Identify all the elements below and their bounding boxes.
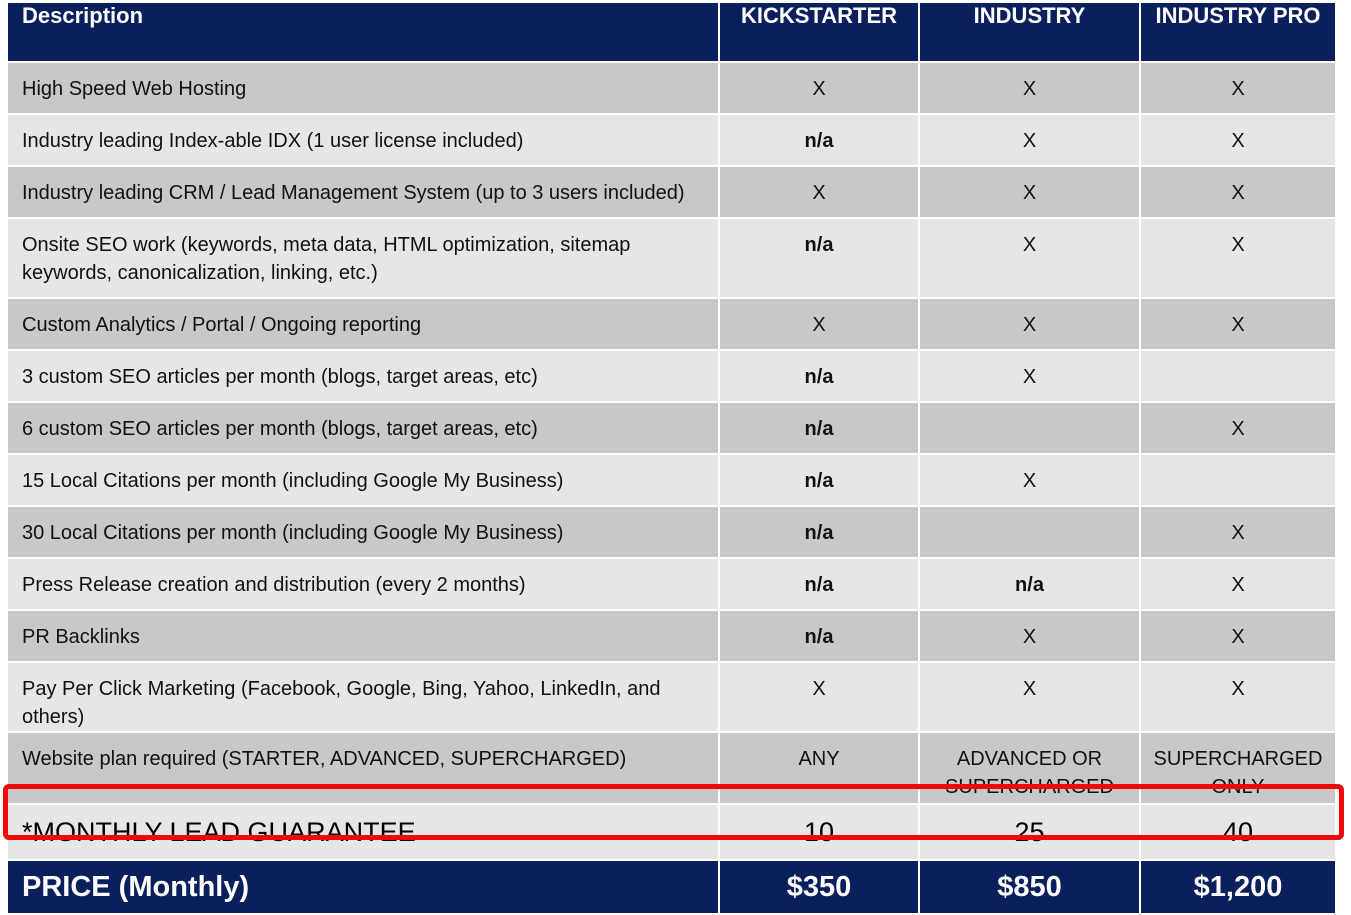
row-value-industry-pro: X bbox=[1140, 662, 1336, 732]
row-description: 3 custom SEO articles per month (blogs, target areas, etc) bbox=[7, 350, 719, 402]
table-row bbox=[7, 166, 1336, 218]
row-value-industry-pro bbox=[1140, 454, 1336, 506]
row-value-industry bbox=[919, 402, 1140, 454]
row-value-kickstarter: n/a bbox=[719, 402, 919, 454]
row-value-industry-pro: X bbox=[1140, 218, 1336, 298]
row-value-industry: n/a bbox=[919, 558, 1140, 610]
row-description: 30 Local Citations per month (including Google My Business) bbox=[7, 506, 719, 558]
table-row bbox=[7, 454, 1336, 506]
row-value-industry-pro bbox=[1140, 350, 1336, 402]
price-industry: $850 bbox=[919, 860, 1140, 914]
row-value-industry-pro: X bbox=[1140, 610, 1336, 662]
header-row bbox=[7, 2, 1336, 62]
table-row bbox=[7, 62, 1336, 114]
row-value-industry-pro: X bbox=[1140, 114, 1336, 166]
row-value-kickstarter: X bbox=[719, 298, 919, 350]
row-description: Industry leading Index-able IDX (1 user license included) bbox=[7, 114, 719, 166]
lead-guarantee-industry: 25 bbox=[919, 804, 1140, 860]
row-value-kickstarter: n/a bbox=[719, 558, 919, 610]
row-value-industry: X bbox=[919, 350, 1140, 402]
row-description: Website plan required (STARTER, ADVANCED, SUPERCHARGED) bbox=[7, 732, 719, 804]
row-value-kickstarter: n/a bbox=[719, 506, 919, 558]
table-row bbox=[7, 114, 1336, 166]
price-industry-pro: $1,200 bbox=[1140, 860, 1336, 914]
table-row bbox=[7, 732, 1336, 804]
row-value-kickstarter: ANY bbox=[719, 732, 919, 804]
table-row bbox=[7, 610, 1336, 662]
row-value-kickstarter: n/a bbox=[719, 454, 919, 506]
row-description: Custom Analytics / Portal / Ongoing reporting bbox=[7, 298, 719, 350]
row-value-kickstarter: n/a bbox=[719, 114, 919, 166]
row-value-industry-pro: X bbox=[1140, 298, 1336, 350]
row-value-industry bbox=[919, 506, 1140, 558]
price-label: PRICE (Monthly) bbox=[7, 860, 719, 914]
row-value-industry-pro: X bbox=[1140, 62, 1336, 114]
row-value-industry-pro: X bbox=[1140, 558, 1336, 610]
lead-guarantee-kickstarter: 10 bbox=[719, 804, 919, 860]
table-row bbox=[7, 506, 1336, 558]
row-description: PR Backlinks bbox=[7, 610, 719, 662]
row-value-industry-pro: X bbox=[1140, 166, 1336, 218]
row-value-industry: X bbox=[919, 298, 1140, 350]
row-description: High Speed Web Hosting bbox=[7, 62, 719, 114]
table-row bbox=[7, 558, 1336, 610]
row-value-industry: X bbox=[919, 114, 1140, 166]
header-plan-industry: INDUSTRY bbox=[919, 2, 1140, 62]
row-description: Industry leading CRM / Lead Management System (up to 3 users included) bbox=[7, 166, 719, 218]
row-value-kickstarter: n/a bbox=[719, 350, 919, 402]
table-row bbox=[7, 350, 1336, 402]
row-value-kickstarter: X bbox=[719, 662, 919, 732]
header-plan-kickstarter: KICKSTARTER bbox=[719, 2, 919, 62]
row-value-industry-pro: SUPERCHARGED ONLY bbox=[1140, 732, 1336, 804]
row-description: 15 Local Citations per month (including Google My Business) bbox=[7, 454, 719, 506]
row-value-kickstarter: X bbox=[719, 62, 919, 114]
header-plan-industry-pro: INDUSTRY PRO bbox=[1140, 2, 1336, 62]
price-kickstarter: $350 bbox=[719, 860, 919, 914]
row-value-industry: ADVANCED OR SUPERCHARGED bbox=[919, 732, 1140, 804]
row-description: Press Release creation and distribution (every 2 months) bbox=[7, 558, 719, 610]
row-value-kickstarter: X bbox=[719, 166, 919, 218]
row-value-kickstarter: n/a bbox=[719, 610, 919, 662]
row-value-industry: X bbox=[919, 62, 1140, 114]
row-value-kickstarter: n/a bbox=[719, 218, 919, 298]
row-description: Onsite SEO work (keywords, meta data, HTML optimization, sitemap keywords, canonicalization, linking, etc.) bbox=[7, 218, 719, 298]
row-value-industry: X bbox=[919, 662, 1140, 732]
row-description: 6 custom SEO articles per month (blogs, target areas, etc) bbox=[7, 402, 719, 454]
row-value-industry: X bbox=[919, 218, 1140, 298]
table-row bbox=[7, 402, 1336, 454]
table-row bbox=[7, 662, 1336, 732]
pricing-table bbox=[6, 1, 1337, 915]
price-row bbox=[7, 860, 1336, 914]
row-value-industry: X bbox=[919, 610, 1140, 662]
lead-guarantee-row bbox=[7, 804, 1336, 860]
row-description: Pay Per Click Marketing (Facebook, Google, Bing, Yahoo, LinkedIn, and others) bbox=[7, 662, 719, 732]
table-row bbox=[7, 298, 1336, 350]
table-row bbox=[7, 218, 1336, 298]
row-value-industry: X bbox=[919, 166, 1140, 218]
row-value-industry-pro: X bbox=[1140, 402, 1336, 454]
lead-guarantee-industry-pro: 40 bbox=[1140, 804, 1336, 860]
header-description: Description bbox=[7, 2, 719, 62]
row-value-industry: X bbox=[919, 454, 1140, 506]
lead-guarantee-label: *MONTHLY LEAD GUARANTEE bbox=[7, 804, 719, 860]
row-value-industry-pro: X bbox=[1140, 506, 1336, 558]
